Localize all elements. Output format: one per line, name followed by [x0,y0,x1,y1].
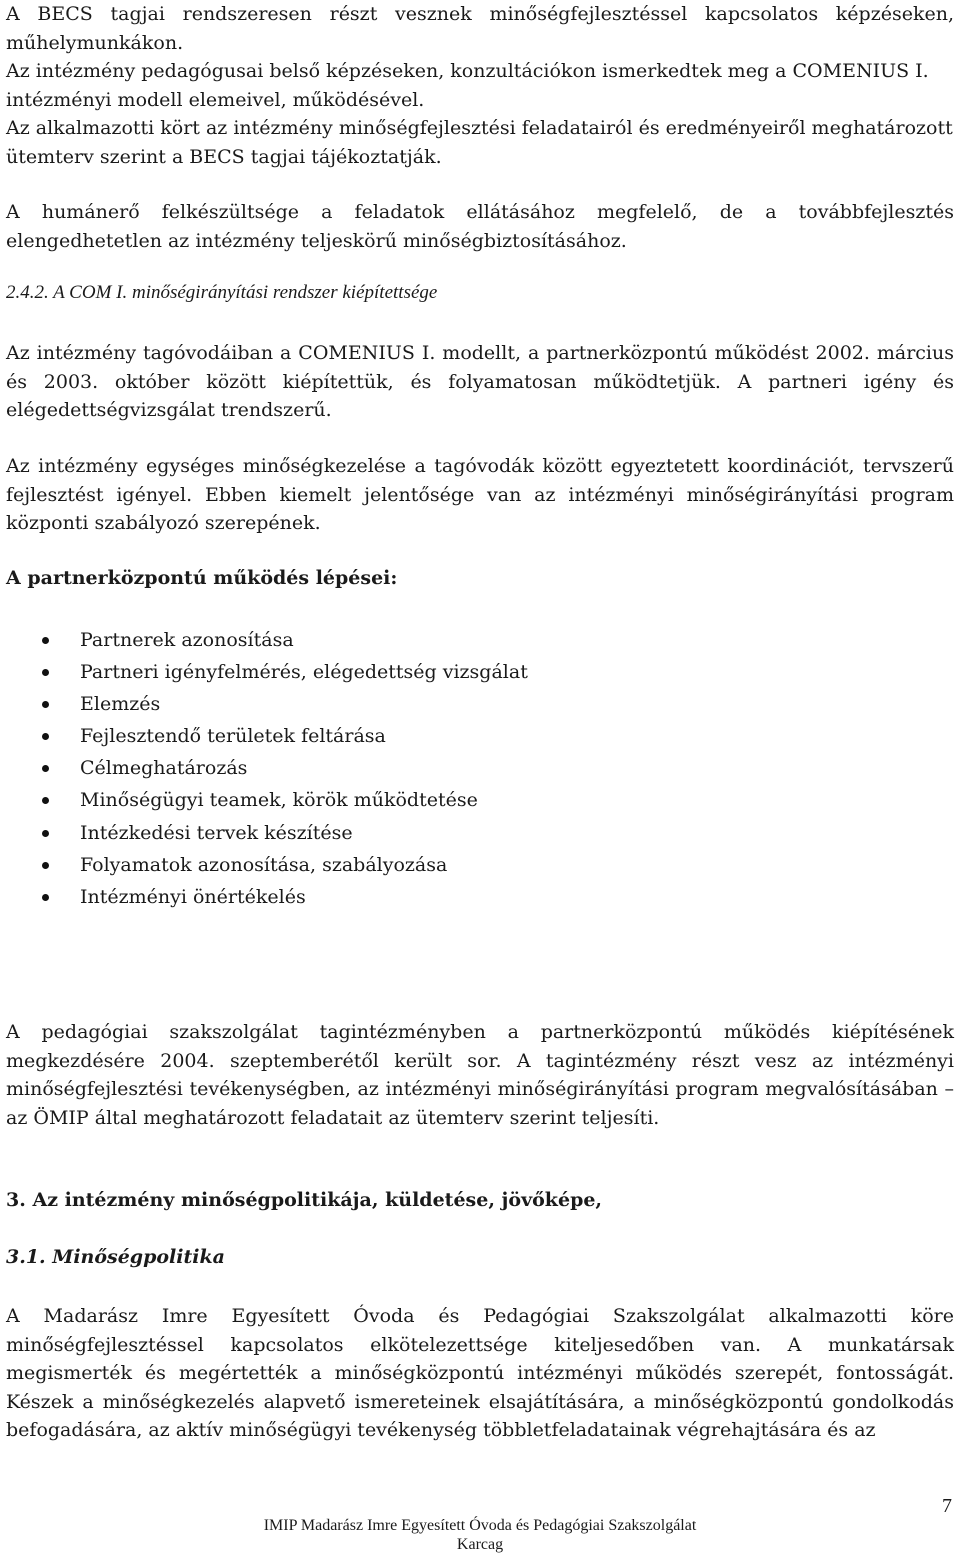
bullet-icon [42,701,49,708]
steps-heading: A partnerközpontú működés lépései: [6,567,398,589]
list-item [0,656,700,688]
paragraph-pedagogical-service: A pedagógiai szakszolgálat tagintézményben a partnerközpontú működés kiépítésének megkezdésére 2004. szeptemberétől került sor. A tagintézmény részt vesz az intézményi minőségfejlesztési tevékenységben, az intézményi minőségirányítási program megvalósításában – az ÖMIP által meghatározott feladatait az ütemterv szerint teljesíti. [6,1021,954,1129]
page-number: 7 [942,1495,952,1517]
list-item [0,849,700,881]
list-item-label: Minőségügyi teamek, körök működtetése [80,789,478,812]
list-item-label: Partneri igényfelmérés, elégedettség vizsgálat [80,661,528,684]
chapter-3-heading: 3. Az intézmény minőségpolitikája, küldetése, jövőképe, [6,1189,603,1211]
list-item-label: Intézményi önértékelés [80,885,306,908]
bullet-icon [42,797,49,804]
list-item-label: Fejlesztendő területek feltárása [80,725,386,748]
paragraph-unified-quality-management: Az intézmény egységes minőségkezelése a tagóvodák között egyeztetett koordinációt, tervszerű fejlesztést igényel. Ebben kiemelt jelentősége van az intézményi minőségirányítási program központi szabályozó szerepének. [6,455,954,534]
list-item [0,817,700,849]
bullet-icon [42,733,49,740]
list-item-label: Folyamatok azonosítása, szabályozása [80,853,448,876]
footer-city: Karcag [456,1536,504,1553]
list-item-label: Elemzés [80,693,161,716]
list-item [0,688,700,720]
list-item-label: Intézkedési tervek készítése [80,821,353,844]
steps-list [0,624,700,913]
paragraph-pedagogues-training: Az intézmény pedagógusai belső képzéseken, konzultációkon ismerkedtek meg a COMENIUS I. intézményi modell elemeivel, működésével. [6,60,929,111]
list-item-label: Célmeghatározás [80,757,248,780]
paragraph-quality-policy: A Madarász Imre Egyesített Óvoda és Pedagógiai Szakszolgálat alkalmazotti köre minőségfejlesztéssel kapcsolatos elkötelezettsége kiteljesedőben van. A munkatársak megismerték és megértették a minőségközpontú intézményi működés szerepét, fontosságát. Készek a minőségkezelés alapvető ismereteinek elsajátítására, a minőségközpontú gondolkodás befogadására, az aktív minőségügyi tevékenység többletfeladatainak végrehajtására és az [6,1305,954,1441]
paragraph-staff-information: Az alkalmazotti kört az intézmény minőségfejlesztési feladatairól és eredményeiről meghatározott ütemterv szerint a BECS tagjai tájékoztatják. [6,117,953,168]
paragraph-human-resources: A humánerő felkészültsége a feladatok ellátásához megfelelő, de a továbbfejlesztés elengedhetetlen az intézmény teljeskörű minőségbiztosításához. [6,201,954,252]
list-item [0,720,700,752]
list-item-label: Partnerek azonosítása [80,629,294,651]
section-number: 2.4.2. A COM I. [6,282,128,303]
paragraph-comenius-model: Az intézmény tagóvodáiban a COMENIUS I. modellt, a partnerközpontú működést 2002. március és 2003. október között kiépítettük, és folyamatosan működtetjük. A partneri igény és elégedettségvizsgálat trendszerű. [6,342,954,421]
section-3-1-heading: 3.1. Minőségpolitika [6,1246,225,1268]
bullet-icon [42,765,49,772]
paragraph-becs-training: A BECS tagjai rendszeresen részt vesznek minőségfejlesztéssel kapcsolatos képzéseken, műhelymunkákon. [6,3,954,54]
bullet-icon [42,862,49,869]
bullet-icon [42,669,49,676]
list-item [0,881,700,913]
footer-institution: IMIP Madarász Imre Egyesített Óvoda és Pedagógiai Szakszolgálat [263,1517,697,1534]
list-item [0,784,700,816]
bullet-icon [42,830,49,837]
section-title: minőségirányítási rendszer kiépítettsége [131,282,438,303]
section-heading-2-4-2 [6,282,437,304]
bullet-icon [42,637,49,644]
list-item [0,752,700,784]
bullet-icon [42,894,49,901]
list-item [0,624,700,656]
